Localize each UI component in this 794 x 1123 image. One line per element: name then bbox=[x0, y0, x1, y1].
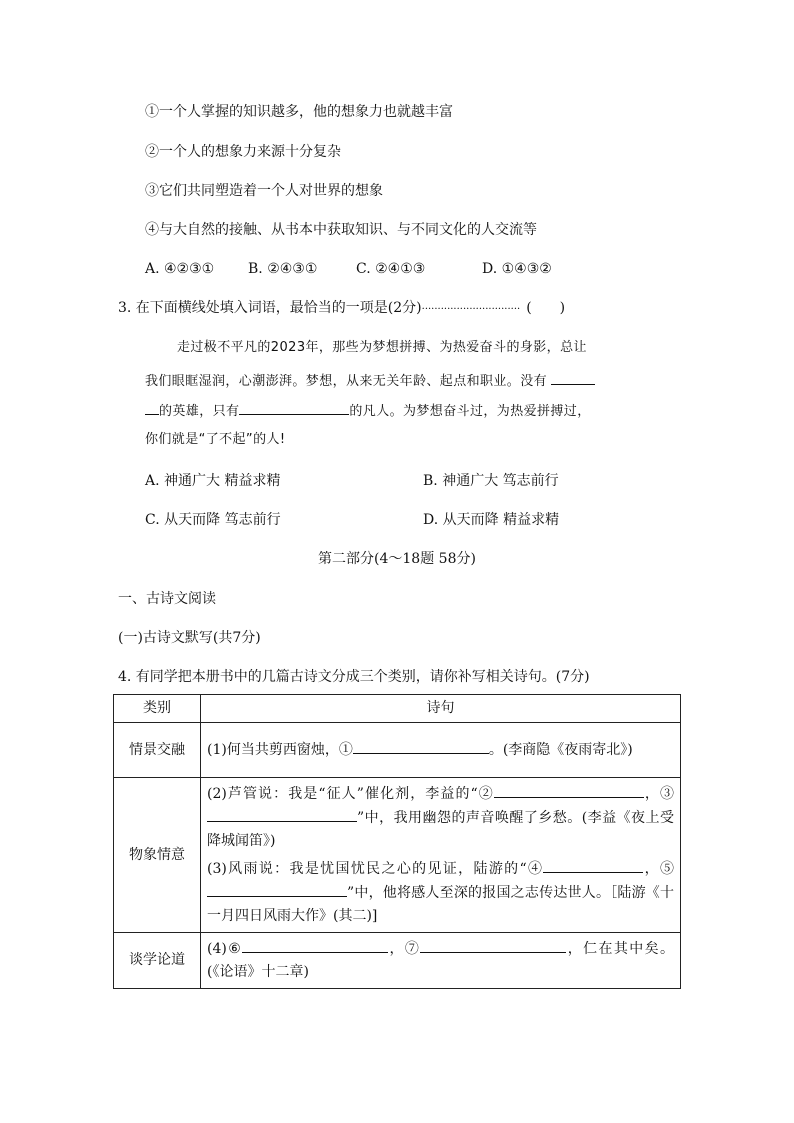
row-verse bbox=[201, 933, 681, 989]
q2-option-b: B. ②④③① bbox=[248, 261, 318, 277]
verse-text: (2)芦管说：我是“征人”催化剂，李益的“② bbox=[207, 786, 494, 802]
verse-text: (4)⑥ bbox=[207, 941, 243, 957]
fill-blank-6 bbox=[242, 937, 388, 953]
subsection-heading: (一)古诗文默写(共7分) bbox=[118, 630, 261, 646]
q3-option-d: D. 从天而降 精益求精 bbox=[423, 512, 560, 528]
row-verse bbox=[201, 778, 681, 933]
row-category: 谈学论道 bbox=[114, 933, 201, 989]
q3-option-b: B. 神通广大 笃志前行 bbox=[423, 473, 559, 489]
verse-text: ”中，我用幽怨的声音唤醒了乡愁。(李益《夜上受降城闻笛》) bbox=[207, 810, 674, 849]
verse-paragraph bbox=[207, 782, 674, 853]
table-row bbox=[114, 723, 681, 778]
table-row bbox=[114, 778, 681, 933]
passage-line-3b: 的凡人。为梦想奋斗过，为热爱拼搏过， bbox=[349, 404, 591, 419]
passage-line-4: 你们就是“了不起”的人! bbox=[145, 432, 286, 447]
sentence-1: ①一个人掌握的知识越多，他的想象力也就越丰富 bbox=[145, 104, 453, 120]
q4-stem: 4. 有同学把本册书中的几篇古诗文分成三个类别，请你补写相关诗句。(7分) bbox=[118, 669, 590, 685]
sentence-3: ③它们共同塑造着一个人对世界的想象 bbox=[145, 183, 383, 199]
table-row bbox=[114, 933, 681, 989]
header-verse: 诗句 bbox=[201, 695, 681, 723]
passage-line-2-text: 我们眼眶湿润，心潮澎湃。梦想，从来无关年龄、起点和职业。没有 bbox=[145, 374, 548, 389]
verse-text: (3)风雨说：我是忧国忧民之心的见证，陆游的“④ bbox=[207, 861, 544, 877]
fill-blank-5 bbox=[207, 881, 347, 897]
verse-text: ，⑦ bbox=[388, 941, 421, 957]
q3-leader-dots: ······························· bbox=[421, 304, 521, 315]
verse-text: 。(李商隐《夜雨寄北》) bbox=[488, 742, 633, 758]
row-category: 情景交融 bbox=[114, 723, 201, 778]
passage-line-3 bbox=[145, 400, 591, 422]
verse-paragraph bbox=[207, 857, 674, 928]
verse-text: ，仁在其中矣。(《论语》十二章) bbox=[207, 941, 675, 980]
verse-text: ”中，他将感人至深的报国之志传达世人。［陆游《十一月四日风雨大作》(其二)] bbox=[207, 885, 674, 924]
q3-stem-text: 3. 在下面横线处填入词语，最恰当的一项是(2分) bbox=[118, 300, 422, 316]
part2-title: 第二部分(4～18题 58分) bbox=[318, 551, 476, 567]
sentence-4: ④与大自然的接触、从书本中获取知识、与不同文化的人交流等 bbox=[145, 222, 537, 238]
section-heading: 一、古诗文阅读 bbox=[118, 591, 216, 607]
passage-line-1: 走过极不平凡的2023年，那些为梦想拼搏、为热爱奋斗的身影，总让 bbox=[177, 340, 587, 355]
fill-blank-7 bbox=[420, 937, 566, 953]
fill-blank-3 bbox=[207, 806, 357, 822]
sentence-2: ②一个人的想象力来源十分复杂 bbox=[145, 144, 341, 160]
fill-blank-2 bbox=[494, 782, 644, 798]
q3-option-c: C. 从天而降 笃志前行 bbox=[145, 512, 281, 528]
row-verse bbox=[201, 723, 681, 778]
poem-table bbox=[113, 694, 681, 989]
passage-blank-1a bbox=[551, 370, 595, 385]
passage-blank-1b bbox=[145, 400, 159, 415]
row-category: 物象情意 bbox=[114, 778, 201, 933]
verse-text: ，③ bbox=[643, 786, 674, 802]
table-header-row bbox=[114, 695, 681, 723]
q3-answer-paren: ( ) bbox=[526, 300, 566, 316]
q3-stem bbox=[118, 298, 565, 320]
passage-line-2 bbox=[145, 370, 595, 392]
q2-option-a: A. ④②③① bbox=[145, 261, 215, 277]
q3-option-a: A. 神通广大 精益求精 bbox=[145, 473, 281, 489]
verse-text: (1)何当共剪西窗烛，① bbox=[207, 742, 353, 758]
passage-line-3a: 的英雄，只有 bbox=[159, 404, 240, 419]
header-category: 类别 bbox=[114, 695, 201, 723]
passage-blank-2 bbox=[239, 400, 349, 415]
q2-option-d: D. ①④③② bbox=[482, 261, 552, 277]
fill-blank-4 bbox=[543, 857, 643, 873]
verse-text: ，⑤ bbox=[643, 861, 674, 877]
fill-blank-1 bbox=[353, 738, 489, 754]
q2-option-c: C. ②④①③ bbox=[356, 261, 426, 277]
